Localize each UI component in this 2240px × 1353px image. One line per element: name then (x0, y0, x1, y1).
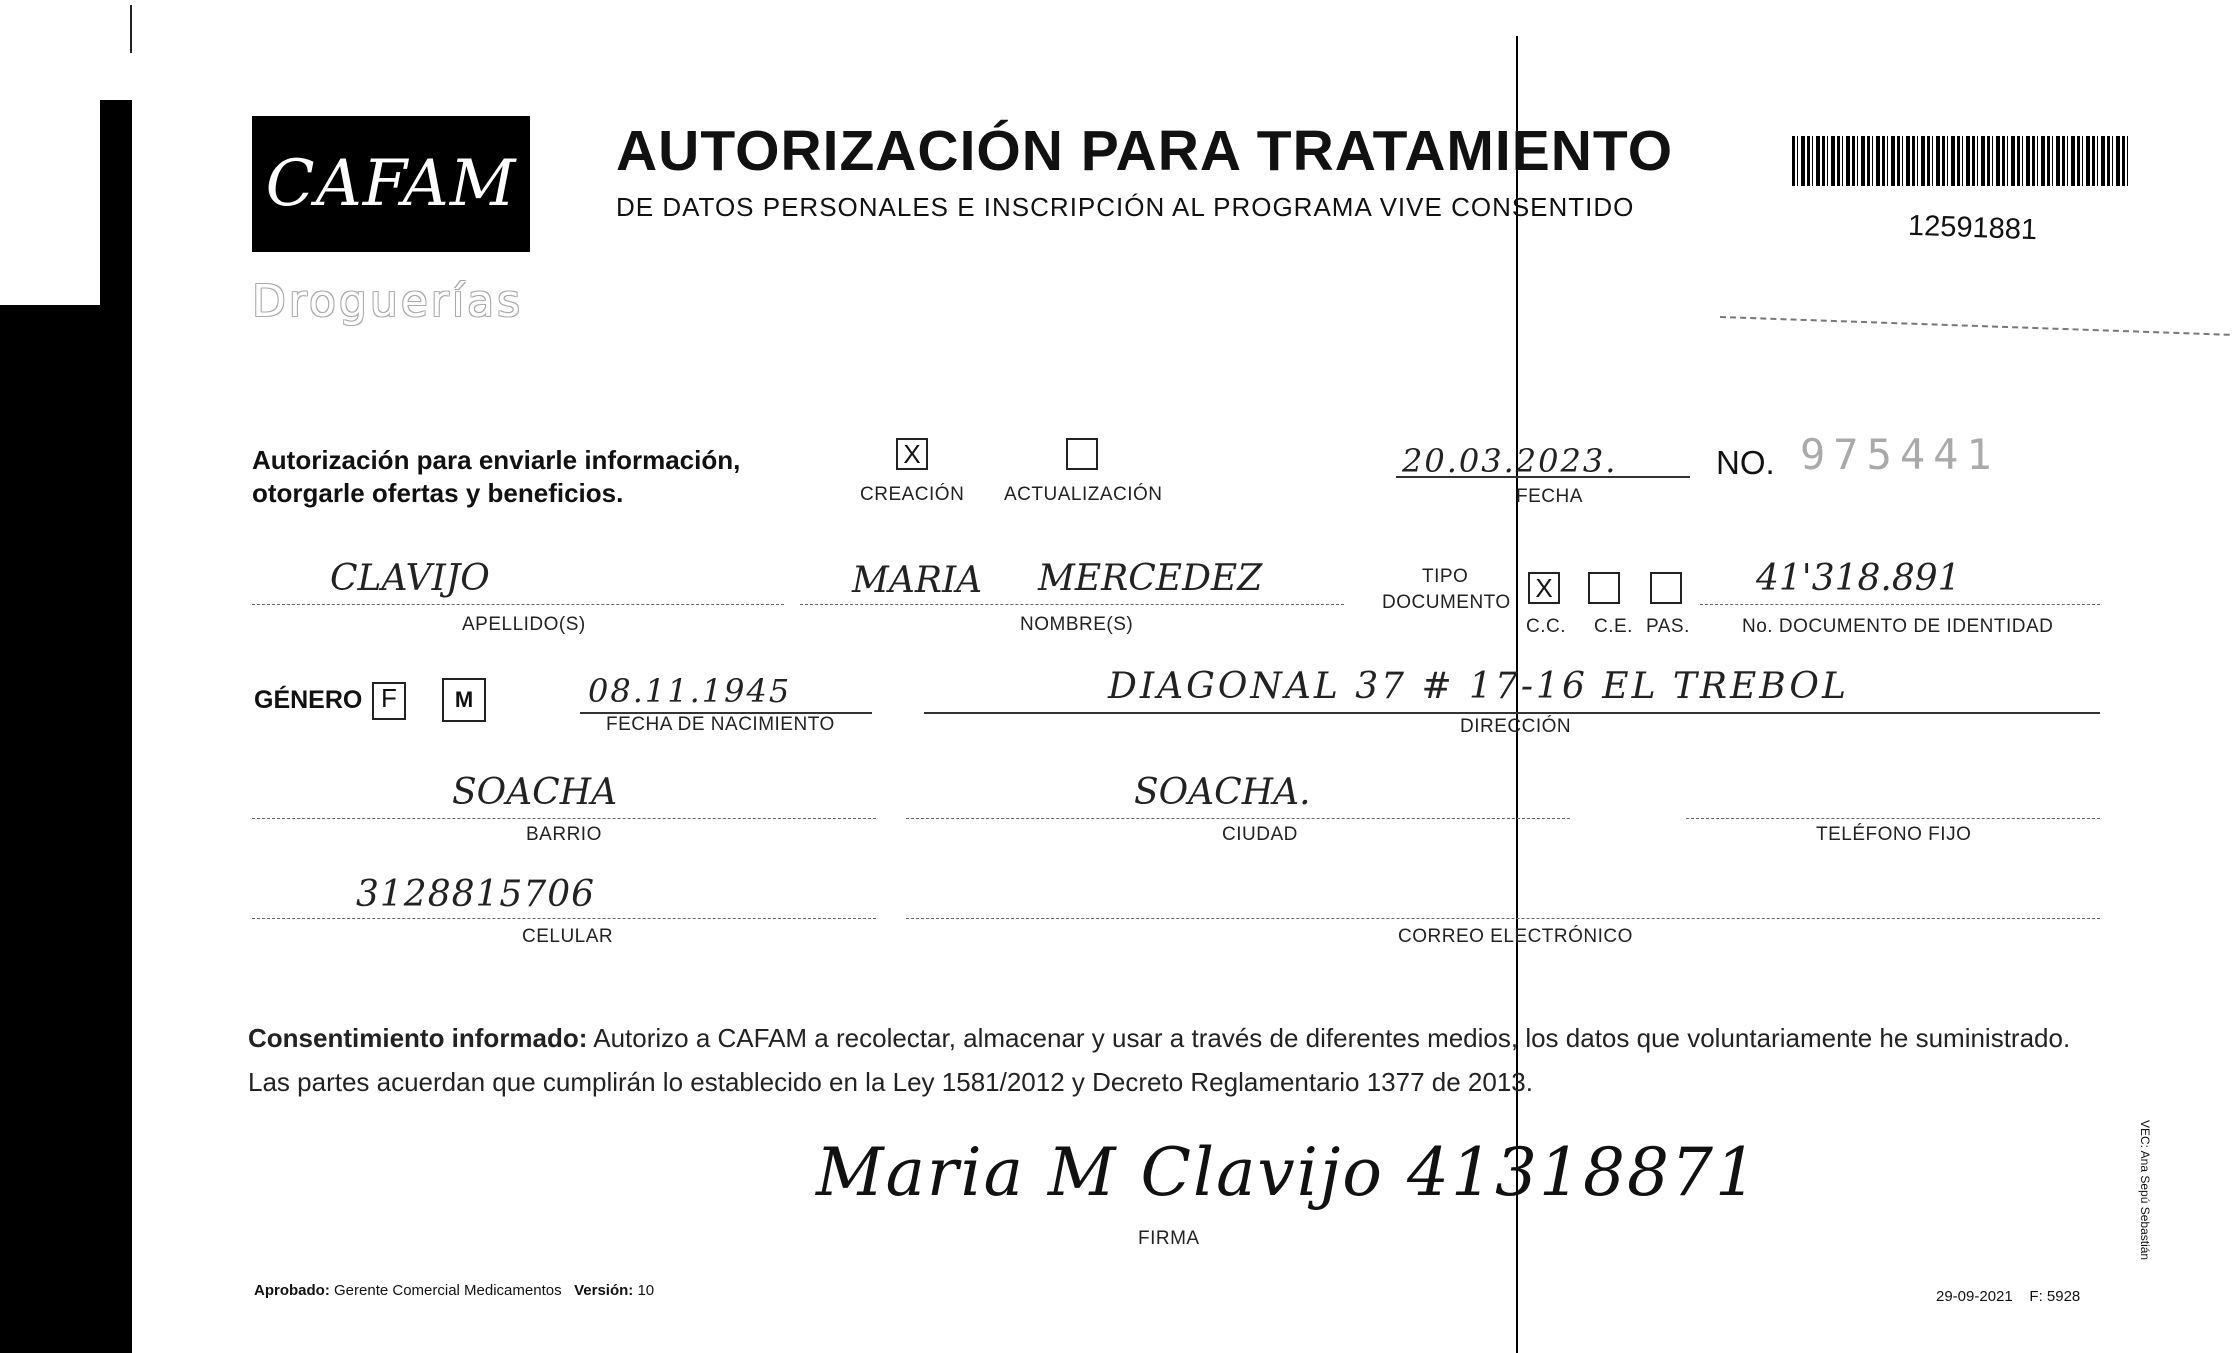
authorization-line-1: Autorización para enviarle información, (252, 445, 741, 475)
creacion-label: CREACIÓN (860, 484, 965, 505)
ciudad-line (906, 818, 1570, 819)
genero-m-label: M (454, 687, 474, 712)
fecha-label: FECHA (1516, 486, 1583, 507)
footer-date: 29-09-2021 (1936, 1288, 2013, 1305)
creacion-checkbox[interactable] (896, 438, 928, 470)
no-label: NO. (1716, 444, 1775, 481)
authorization-text (252, 444, 812, 510)
genero-label: GÉNERO (254, 686, 363, 714)
genero-m-checkbox[interactable] (442, 678, 486, 722)
logo-text: CAFAM (265, 147, 517, 221)
nombres-label: NOMBRE(S) (1020, 614, 1134, 635)
aprobado-value: Gerente Comercial Medicamentos (334, 1282, 562, 1299)
ciudad-label: CIUDAD (1222, 824, 1298, 845)
creacion-mark: X (903, 439, 921, 469)
scan-mark (130, 5, 132, 53)
side-vertical-text: VEC: Ana Sepú Sebastián (2138, 1120, 2152, 1261)
actualizacion-checkbox[interactable] (1066, 438, 1098, 470)
form-subtitle: DE DATOS PERSONALES E INSCRIPCIÓN AL PROGRAMA VIVE CONSENTIDO (616, 192, 1635, 222)
consent-title: Consentimiento informado: (248, 1023, 588, 1053)
footer-code: F: 5928 (2029, 1288, 2081, 1305)
version-label: Versión: (574, 1282, 634, 1299)
fecha-value: 20.03.2023. (1402, 442, 1618, 480)
nombres-line (800, 604, 1344, 605)
consent-line-2: Las partes acuerdan que cumplirán lo establecido en la Ley 1581/2012 y Decreto Reglamentario 1377 de 2013. (248, 1067, 1533, 1097)
apellidos-value: CLAVIJO (330, 558, 490, 599)
cafam-logo (252, 116, 530, 252)
scan-border-left (0, 305, 100, 1353)
cc-mark: X (1535, 573, 1553, 603)
ce-checkbox[interactable] (1588, 572, 1620, 604)
documento-value: 41'318.891 (1756, 558, 1961, 599)
barrio-label: BARRIO (526, 824, 602, 845)
consent-line-1 (248, 1016, 2108, 1060)
aprobado-label: Aprobado: (254, 1282, 330, 1299)
celular-line (252, 918, 876, 919)
pas-checkbox[interactable] (1650, 572, 1682, 604)
celular-value: 3128815706 (356, 874, 596, 915)
nacimiento-value: 08.11.1945 (588, 672, 792, 710)
barcode (1792, 136, 2130, 186)
correo-line (906, 918, 2100, 919)
barrio-line (252, 818, 876, 819)
firma-label: FIRMA (1138, 1228, 1200, 1249)
footer-approval (254, 1282, 654, 1299)
dashed-line (1720, 316, 2230, 336)
footer-date-code (1936, 1288, 2080, 1305)
direccion-value: DIAGONAL 37 # 17-16 EL TREBOL (1108, 666, 1849, 707)
genero-f-checkbox[interactable] (372, 682, 406, 720)
tipo-label: TIPO (1422, 566, 1469, 587)
ciudad-value: SOACHA. (1134, 772, 1311, 813)
barrio-value: SOACHA (452, 772, 618, 813)
documento-number-label: No. DOCUMENTO DE IDENTIDAD (1742, 616, 2054, 637)
logo-subtext: Droguerías (252, 276, 524, 327)
genero-f-mark: F (381, 683, 397, 713)
telefono-line (1686, 818, 2100, 819)
correo-label: CORREO ELECTRÓNICO (1398, 926, 1633, 947)
cc-label: C.C. (1526, 616, 1566, 637)
version-value: 10 (637, 1282, 655, 1299)
direccion-line (924, 712, 2100, 714)
consent-text (248, 1016, 2108, 1104)
signature: Maria M Clavijo 41318871 (816, 1134, 1759, 1211)
actualizacion-label: ACTUALIZACIÓN (1004, 484, 1163, 505)
apellidos-label: APELLIDO(S) (462, 614, 586, 635)
barcode-number: 12591881 (1907, 209, 2038, 247)
telefono-label: TELÉFONO FIJO (1816, 824, 1972, 845)
direccion-label: DIRECCIÓN (1460, 716, 1572, 737)
authorization-line-2: otorgarle ofertas y beneficios. (252, 478, 624, 508)
nombre-1-value: MARIA (852, 560, 983, 601)
form-number: 975441 (1800, 430, 2000, 479)
ce-label: C.E. (1594, 616, 1633, 637)
apellidos-line (252, 604, 784, 605)
scan-border-top (100, 100, 132, 1353)
celular-label: CELULAR (522, 926, 614, 947)
nombre-2-value: MERCEDEZ (1038, 558, 1263, 599)
form-title: AUTORIZACIÓN PARA TRATAMIENTO (616, 119, 1674, 183)
pas-label: PAS. (1646, 616, 1690, 637)
consent-body-1: Autorizo a CAFAM a recolectar, almacenar y usar a través de diferentes medios, los datos que voluntariamente he suministrado. (593, 1023, 2071, 1053)
documento-label: DOCUMENTO (1382, 592, 1511, 613)
cc-checkbox[interactable] (1528, 572, 1560, 604)
documento-line (1700, 604, 2100, 605)
nacimiento-label: FECHA DE NACIMIENTO (606, 714, 835, 735)
